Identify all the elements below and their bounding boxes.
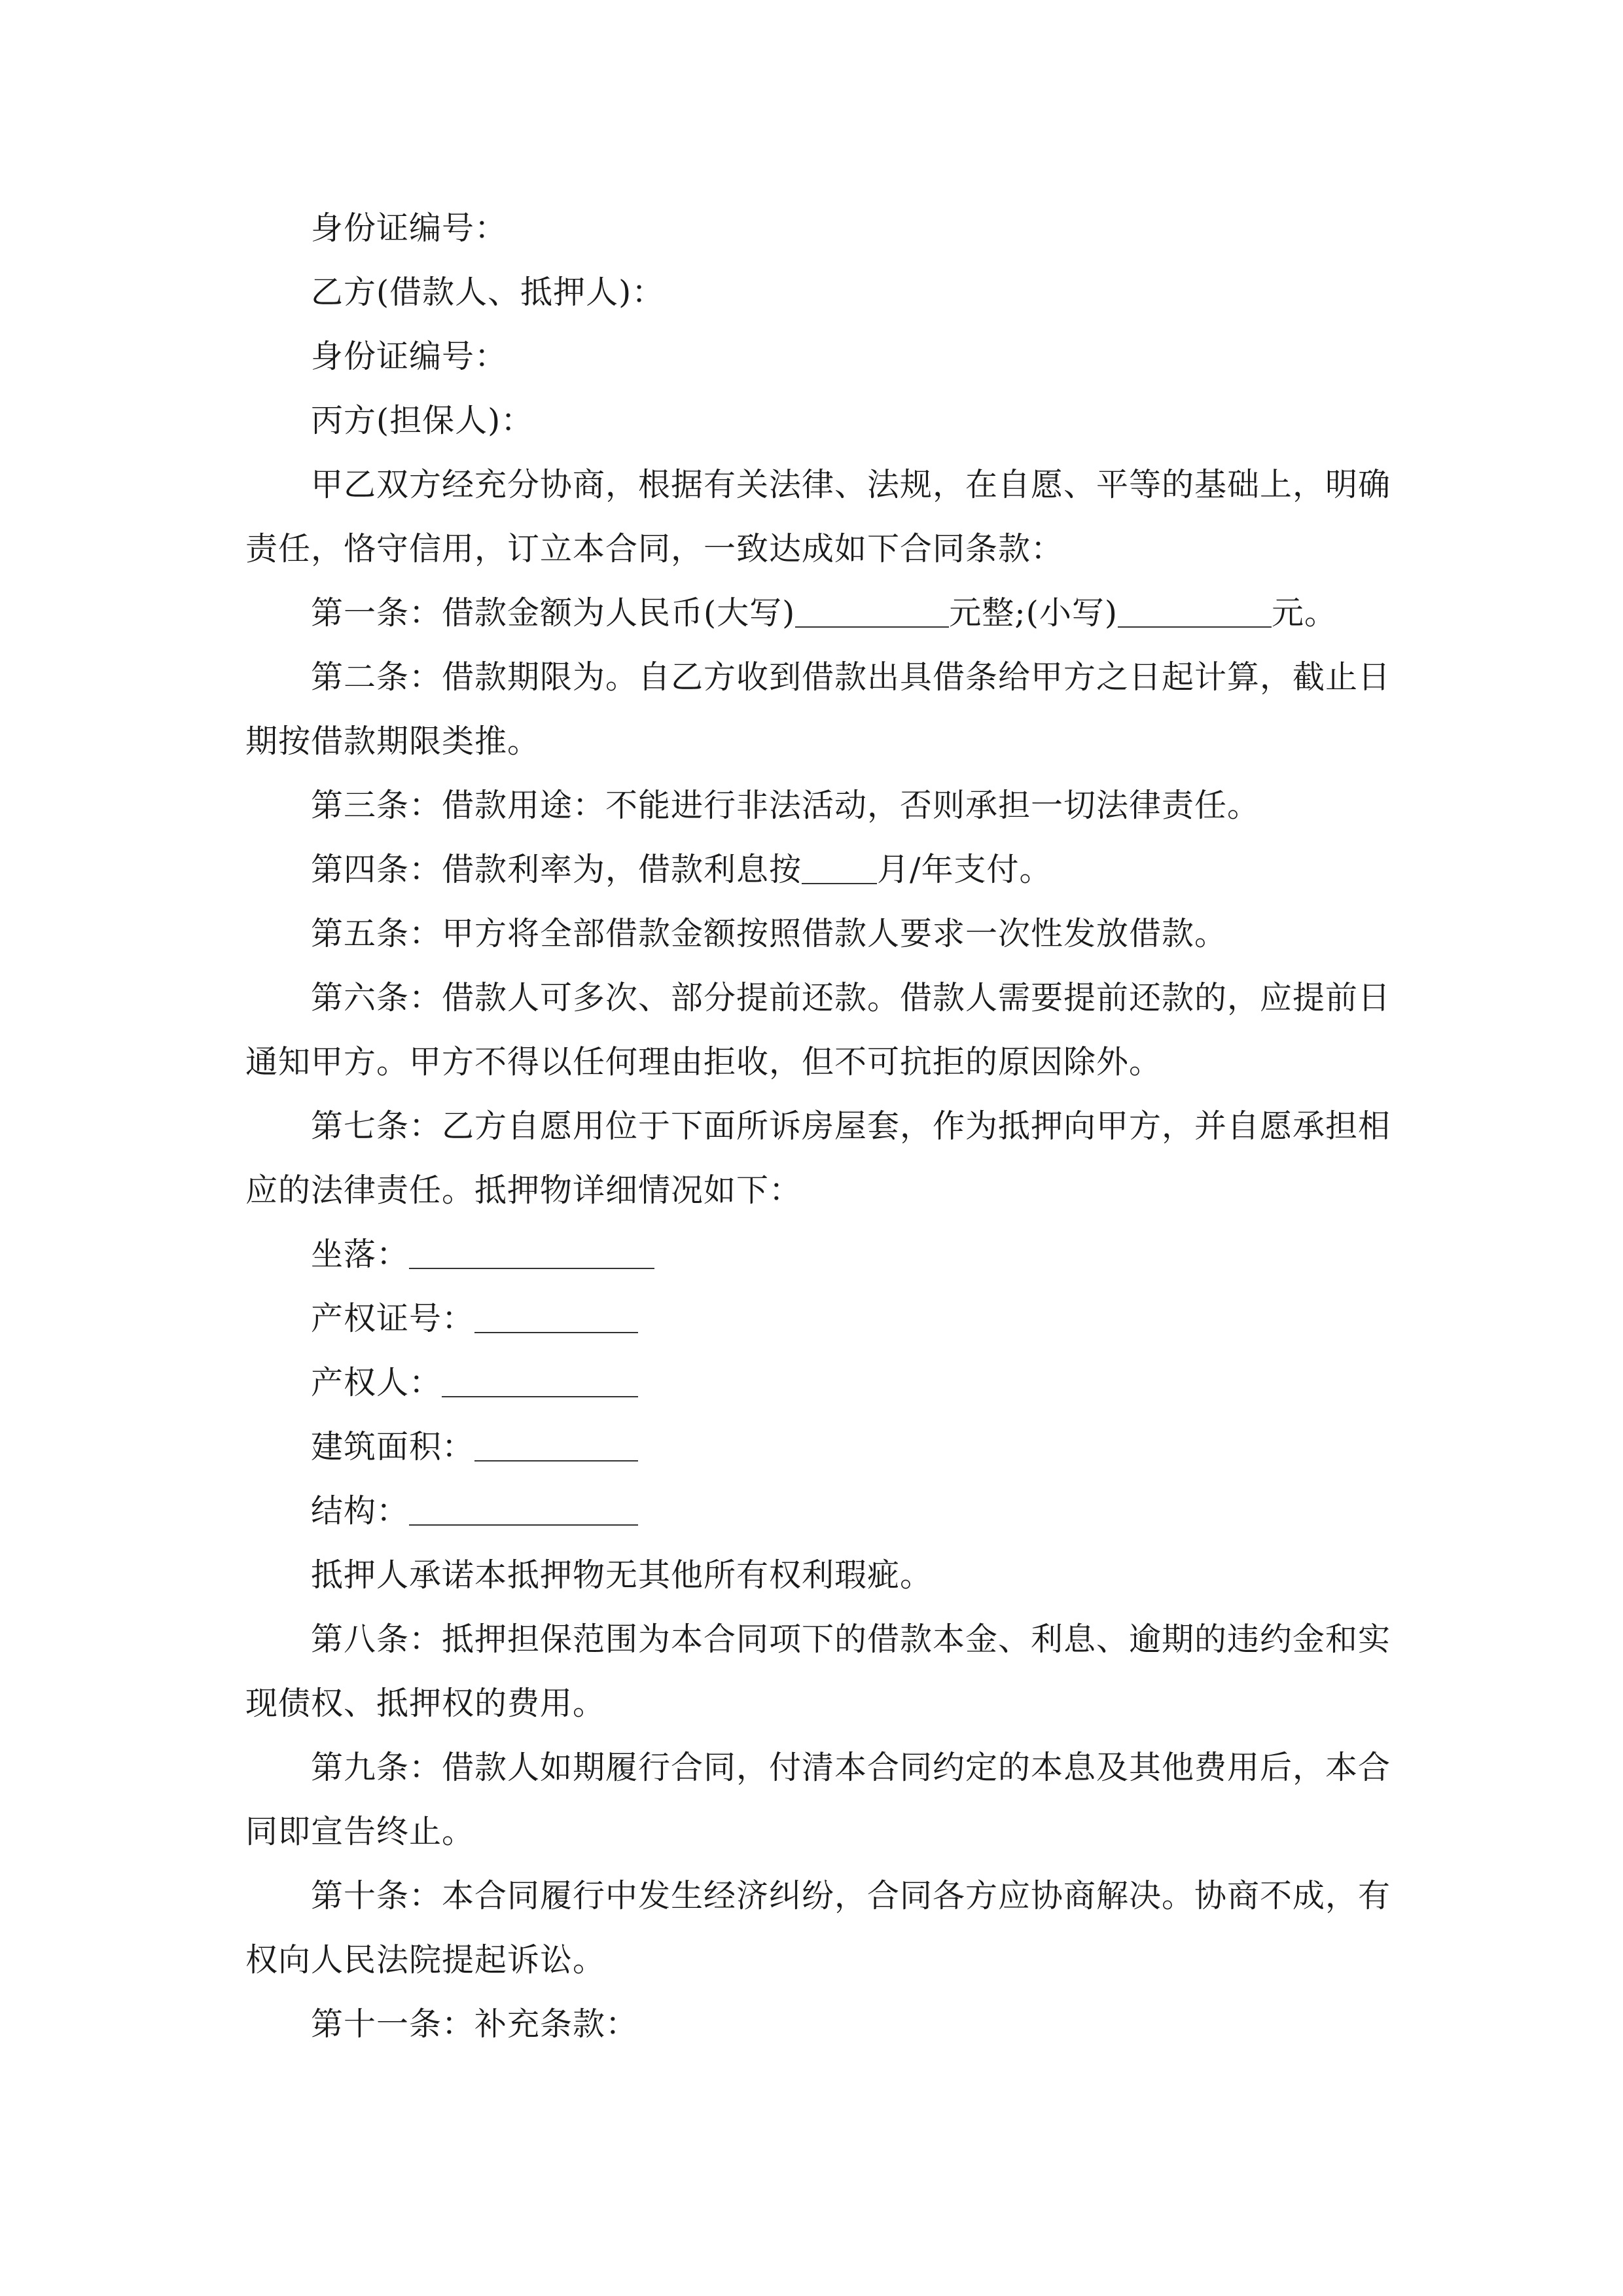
structure-label: 结构： (311, 1492, 410, 1530)
article-10-line-2: 权向人民法院提起诉讼。 (245, 1941, 606, 1979)
cert-label: 产权证号： (311, 1300, 475, 1337)
structure-blank[interactable] (409, 1501, 638, 1526)
amount-lowercase-blank[interactable] (1118, 603, 1272, 628)
article-6-line-1: 第六条：借款人可多次、部分提前还款。借款人需要提前还款的，应提前日 (311, 979, 1391, 1016)
article-7-line-1: 第七条：乙方自愿用位于下面所诉房屋套，作为抵押向甲方，并自愿承担相 (311, 1107, 1391, 1145)
pledge-promise: 抵押人承诺本抵押物无其他所有权利瑕疵。 (311, 1556, 933, 1594)
location-line (245, 1223, 1378, 1287)
cert-line (245, 1287, 1378, 1351)
article-2-line-2: 期按借款期限类推。 (245, 723, 541, 760)
contract-body (245, 196, 1391, 2056)
owner-label: 产权人： (311, 1364, 442, 1401)
area-line (245, 1415, 1378, 1479)
owner-line (245, 1351, 1378, 1415)
location-blank[interactable] (409, 1244, 654, 1269)
location-label: 坐落： (311, 1236, 410, 1273)
id-number-line-b: 身份证编号： (311, 338, 508, 375)
article-3: 第三条：借款用途：不能进行非法活动，否则承担一切法律责任。 (311, 787, 1260, 824)
interest-period-blank[interactable] (802, 859, 877, 884)
structure-line (245, 1479, 1378, 1543)
article-9-line-2: 同即宣告终止。 (245, 1813, 475, 1850)
article-8-line-1: 第八条：抵押担保范围为本合同项下的借款本金、利息、逾期的违约金和实 (311, 1621, 1391, 1658)
article-1-text-a: 第一条：借款金额为人民币(大写) (311, 594, 796, 632)
preamble-line-1: 甲乙双方经充分协商，根据有关法律、法规，在自愿、平等的基础上，明确 (311, 466, 1391, 503)
article-8-line-2: 现债权、抵押权的费用。 (245, 1685, 606, 1722)
owner-blank[interactable] (442, 1372, 638, 1397)
article-6-line-2: 通知甲方。甲方不得以任何理由拒收，但不可抗拒的原因除外。 (245, 1043, 1162, 1081)
id-number-line-a: 身份证编号： (311, 209, 508, 247)
article-7-line-2: 应的法律责任。抵押物详细情况如下： (245, 1172, 802, 1209)
cert-number-blank[interactable] (474, 1308, 638, 1333)
amount-uppercase-blank[interactable] (795, 603, 949, 628)
article-4-text-a: 第四条：借款利率为，借款利息按 (311, 851, 802, 888)
article-9-line-1: 第九条：借款人如期履行合同，付清本合同约定的本息及其他费用后，本合 (311, 1749, 1391, 1786)
article-5: 第五条：甲方将全部借款金额按照借款人要求一次性发放借款。 (311, 915, 1228, 952)
article-4-text-b: 月/年支付。 (877, 851, 1052, 888)
preamble-line-2: 责任，恪守信用，订立本合同，一致达成如下合同条款： (245, 530, 1064, 567)
article-10-line-1: 第十条：本合同履行中发生经济纠纷，合同各方应协商解决。协商不成，有 (311, 1877, 1391, 1914)
article-1-text-b: 元整;(小写) (949, 594, 1118, 632)
article-2-line-1: 第二条：借款期限为。自乙方收到借款出具借条给甲方之日起计算，截止日 (311, 658, 1391, 696)
party-c-line: 丙方(担保人)： (311, 402, 534, 439)
area-label: 建筑面积： (311, 1428, 475, 1465)
article-1-text-c: 元。 (1271, 594, 1337, 632)
article-11: 第十一条：补充条款： (311, 2005, 639, 2043)
party-b-line: 乙方(借款人、抵押人)： (311, 274, 665, 311)
area-blank[interactable] (474, 1437, 638, 1462)
article-1 (245, 581, 1378, 645)
article-4 (245, 838, 1378, 902)
